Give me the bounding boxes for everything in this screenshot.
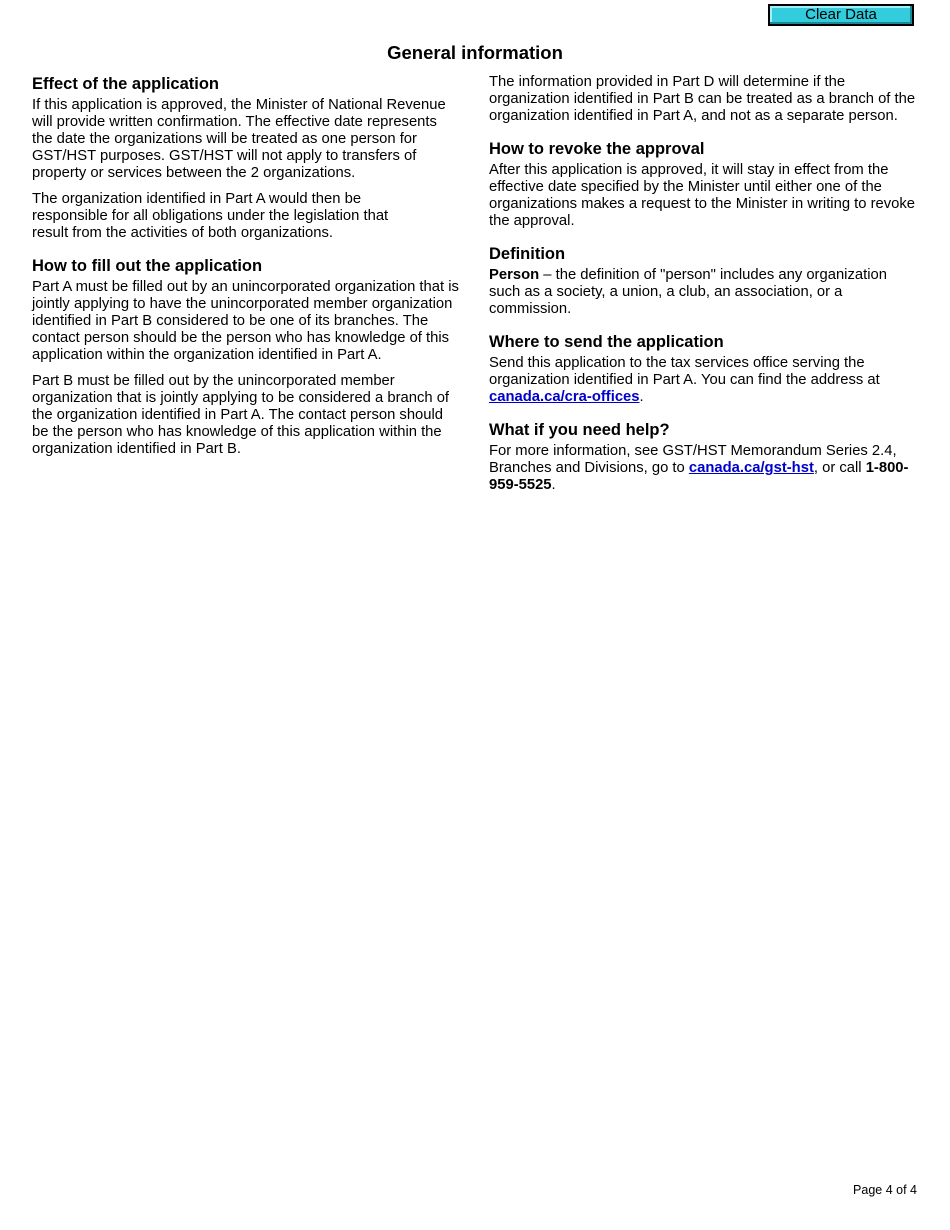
page-number: Page 4 of 4	[853, 1183, 917, 1197]
definition-text: – the definition of "person" includes any organization such as a society, a union, a club, an association, or a commission.	[489, 267, 887, 317]
right-column	[489, 74, 921, 503]
definition-term: Person	[489, 267, 540, 283]
fill-paragraph-1: Part A must be filled out by an unincorporated organization that is jointly applying to have the unincorporated member organization identified in Part B considered to be one of its branches. The contact person should be the person who has knowledge of this application within the organization identified in Part A.	[32, 279, 459, 363]
send-heading: Where to send the application	[489, 333, 724, 351]
help-heading: What if you need help?	[489, 421, 670, 439]
definition-paragraph	[489, 267, 921, 318]
send-end: .	[639, 389, 644, 405]
help-paragraph	[489, 443, 921, 494]
revoke-heading: How to revoke the approval	[489, 140, 705, 158]
help-mid: , or call	[813, 460, 866, 476]
send-paragraph	[489, 355, 921, 406]
help-end: .	[551, 477, 556, 493]
help-text: For more information, see GST/HST Memorandum Series 2.4, Branches and Divisions, go to	[489, 443, 897, 476]
help-phone: 1-800-959-5525	[489, 460, 909, 493]
fill-heading: How to fill out the application	[32, 257, 263, 275]
intro-paragraph: The information provided in Part D will determine if the organization identified in Part B can be treated as a branch of the organization identified in Part A, and not as a separate person.	[489, 74, 916, 124]
cra-offices-link[interactable]: canada.ca/cra-offices	[489, 389, 640, 405]
left-column	[32, 74, 460, 467]
effect-heading: Effect of the application	[32, 75, 220, 93]
send-text: Send this application to the tax services office serving the organization identified in Part A. You can find the address at	[489, 355, 880, 388]
page-title: General information	[387, 42, 563, 63]
revoke-paragraph: After this application is approved, it will stay in effect from the effective date specified by the Minister until either one of the organizations makes a request to the Minister in writing to revoke the approval.	[489, 162, 916, 229]
definition-heading: Definition	[489, 245, 566, 263]
effect-paragraph-1: If this application is approved, the Minister of National Revenue will provide written confirmation. The effective date represents the date the organizations will be treated as one person for GST/HST purposes. GST/HST will not apply to transfers of property or services between the 2 organizations.	[32, 97, 446, 181]
effect-paragraph-2: The organization identified in Part A would then be responsible for all obligations under the legislation that result from the activities of both organizations.	[32, 191, 389, 241]
fill-paragraph-2: Part B must be filled out by the unincorporated member organization that is jointly applying to be considered a branch of the organization identified in Part A. The contact person should be the person who has knowledge of this application within the organization identified in Part B.	[32, 373, 450, 457]
clear-data-button[interactable]: Clear Data	[768, 4, 914, 26]
gst-hst-link[interactable]: canada.ca/gst-hst	[688, 460, 814, 476]
